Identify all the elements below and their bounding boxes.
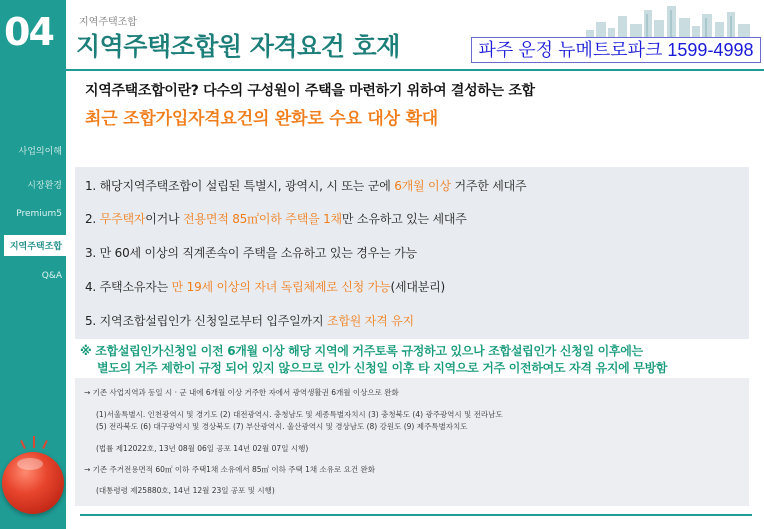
- sidebar-item-premium[interactable]: Premium5: [16, 209, 62, 219]
- requirement-1: 1. 해당지역주택조합이 설립된 특별시, 광역시, 시 또는 군에 6개월 이상 거주한 세대주: [85, 179, 527, 193]
- requirement-3: 3. 만 60세 이상의 직계존속이 주택을 소유하고 있는 경우는 가능: [85, 246, 417, 260]
- highlight-headline: 최근 조합가입자격요건의 완화로 수요 대상 확대: [85, 109, 439, 129]
- detail-line-5: → 기존 주거전용면적 60㎡ 이하 주택1채 소유에서 85㎡ 이하 주택 1채 소유로 요건 완화: [84, 465, 376, 474]
- contact-phone-box: 파주 운정 뉴메트로파크 1599-4998: [471, 37, 761, 63]
- definition-text: 지역주택조합이란? 다수의 구성원이 주택을 마련하기 위하여 결성하는 조합: [85, 83, 535, 99]
- requirement-2: 2. 무주택자이거나 전용면적 85㎡이하 주택을 1채만 소유하고 있는 세대주: [85, 212, 467, 226]
- requirements-panel: [75, 167, 749, 339]
- sidebar-item-market[interactable]: 시장환경: [27, 181, 62, 191]
- footer-divider: [80, 514, 752, 516]
- detail-line-3: (5) 전라북도 (6) 대구광역시 및 경상북도 (7) 부산광역시. 울산광역시 및 경상남도 (8) 강원도 (9) 제주특별자치도: [96, 422, 468, 431]
- detail-line-4: (법률 제12022호, 13년 08월 06일 공포 14년 02월 07일 시행): [96, 444, 309, 453]
- details-panel: [75, 378, 749, 506]
- note-line-2: 별도의 거주 제한이 규정 되어 있지 않으므로 인가 신청일 이후 타 지역으로 거주 이전하여도 자격 유지에 무방함: [97, 361, 668, 375]
- sidebar-item-business[interactable]: 사업의이해: [18, 147, 62, 157]
- requirement-4: 4. 주택소유자는 만 19세 이상의 자녀 독립체제로 신청 가능(세대분리): [85, 280, 446, 294]
- sidebar: [0, 0, 66, 529]
- sidebar-item-housing-union[interactable]: 지역주택조합: [4, 235, 66, 256]
- ball-shine: [17, 458, 43, 470]
- note-text: [80, 343, 750, 377]
- header: [66, 0, 764, 70]
- detail-line-6: (대통령령 제25880호, 14년 12월 23일 공포 및 시행): [96, 486, 275, 495]
- header-subtitle: 지역주택조합: [79, 17, 137, 28]
- header-divider: [66, 69, 764, 71]
- page-number: 04: [4, 10, 53, 54]
- ball-spark: [33, 436, 35, 448]
- detail-line-1: → 기존 사업지역과 동일 시 · 군 내에 6개월 이상 거주한 자에서 광역생활권 6개월 이상으로 완화: [84, 388, 399, 397]
- requirement-5: 5. 지역조합설립인가 신청일로부터 입주일까지 조합원 자격 유지: [85, 314, 414, 328]
- sidebar-item-qna[interactable]: Q&A: [41, 271, 62, 281]
- page-title: 지역주택조합원 자격요건 호재: [76, 32, 400, 61]
- note-line-1: ※ 조합설립인가신청일 이전 6개월 이상 해당 지역에 거주토록 규정하고 있으나 조합설립인가 신청일 이후에는: [80, 344, 643, 358]
- detail-line-2: (1)서울특별시. 인천광역시 및 경기도 (2) 대전광역시. 충청남도 및 세종특별자치시 (3) 충청북도 (4) 광주광역시 및 전라남도: [96, 410, 503, 419]
